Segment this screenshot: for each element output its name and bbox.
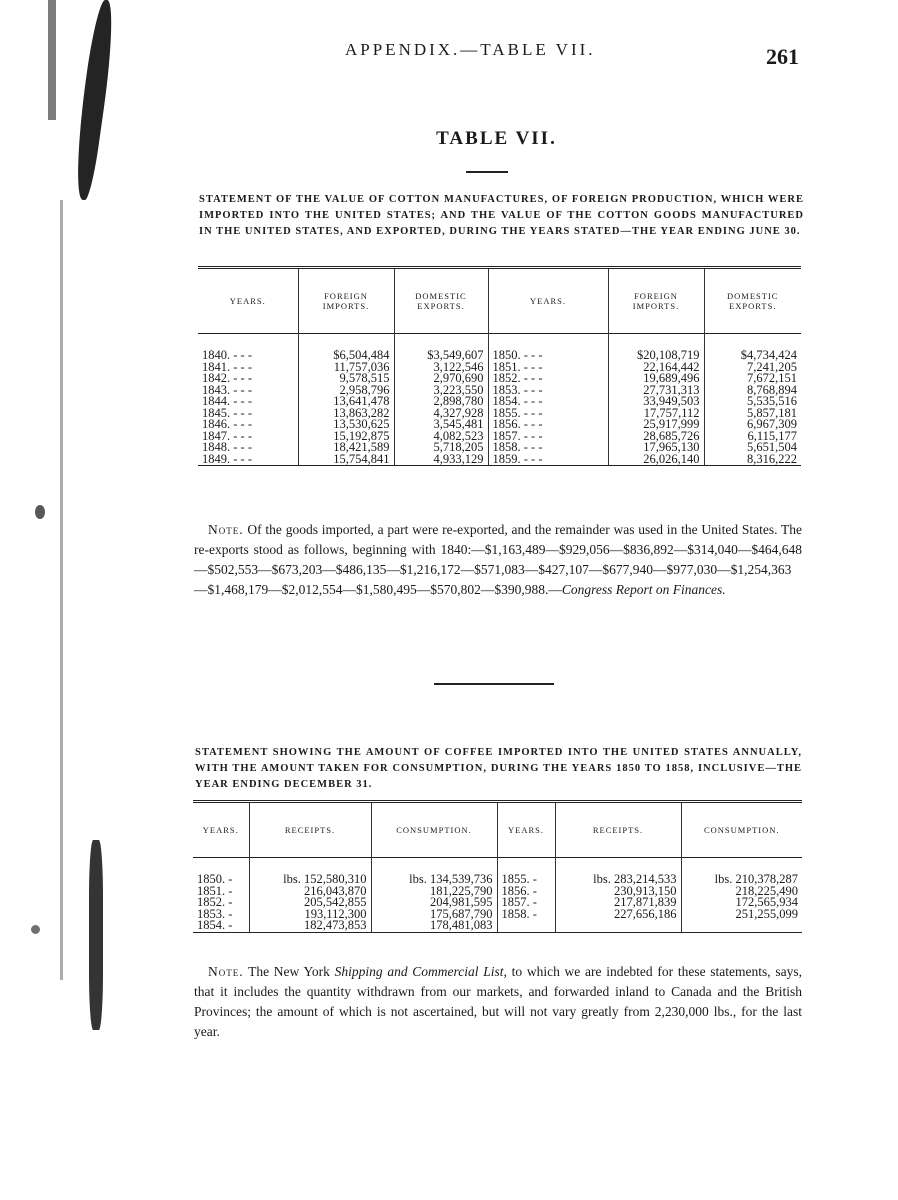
year-cell: 1846. - - - [198, 419, 298, 431]
year-cell: 1858. - [497, 909, 555, 921]
value-cell: 7,672,151 [747, 371, 797, 385]
value-cell: $6,504,484 [298, 350, 394, 362]
value-cell: lbs. 134,539,736 [371, 874, 497, 886]
year-cell: 1850. - - - [488, 350, 608, 362]
year-cell: 1856. - - - [488, 419, 608, 431]
year-cell: 1855. - [497, 874, 555, 886]
note-source: Congress Report on Finances. [561, 582, 726, 597]
section-divider [434, 683, 554, 685]
value-cell: 25,917,999 [608, 419, 704, 431]
value-cell: 11,757,036 [298, 362, 394, 374]
value-cell: 175,687,790 [371, 909, 497, 921]
value-cell: 8,316,222 [747, 451, 797, 466]
value-cell: 33,949,503 [608, 396, 704, 408]
value-cell [555, 920, 681, 932]
value-cell: 13,863,282 [298, 408, 394, 420]
coffee-table-body [193, 858, 802, 933]
coffee-note [194, 962, 802, 1042]
value-cell: 15,192,875 [298, 431, 394, 443]
table-header-row [193, 802, 802, 858]
year-cell: 1851. - [193, 886, 249, 898]
value-cell: $20,108,719 [608, 350, 704, 362]
column-header: YEARS. [488, 268, 608, 334]
value-cell: 172,565,934 [735, 895, 798, 909]
note-italic: Shipping and Commercial List, [334, 964, 507, 979]
table-title: TABLE VII. [436, 128, 557, 149]
value-cell: 251,255,099 [735, 906, 798, 921]
value-cell: 181,225,790 [371, 886, 497, 898]
note-label: Note. [208, 522, 244, 537]
value-cell: 28,685,726 [608, 431, 704, 443]
column-header: RECEIPTS. [249, 802, 371, 858]
cotton-table [198, 266, 801, 466]
year-cell: 1852. - [193, 897, 249, 909]
year-cell: 1853. - - - [488, 385, 608, 397]
table-row [193, 886, 802, 898]
value-cell: 230,913,150 [555, 886, 681, 898]
scan-speck [31, 925, 40, 934]
value-cell: 13,530,625 [298, 419, 394, 431]
value-cell: 4,933,129 [394, 454, 488, 466]
scan-shadow [60, 200, 63, 980]
value-cell: 3,122,546 [394, 362, 488, 374]
value-cell: 17,965,130 [608, 442, 704, 454]
value-cell: 4,082,523 [394, 431, 488, 443]
note-text: Of the goods imported, a part were re-exported, and the remainder was used in the United States. The re-exports stood as follows, beginning with 1840:—$1,163,489—$929,056—$836,892—$314,040—$464,648—$502,553—$673,203—$486,135—$1,216,172—$571,083—$427,107—$677,940—$977,030—$1,254,363—$1,468,179—$2,012,554—$1,580,495—$570,802—$390,988.— [194, 522, 803, 597]
value-cell: 26,026,140 [608, 454, 704, 466]
year-cell: 1843. - - - [198, 385, 298, 397]
column-header: FOREIGN IMPORTS. [298, 268, 394, 334]
value-cell: 6,967,309 [747, 417, 797, 431]
value-cell: 2,970,690 [394, 373, 488, 385]
value-cell: 27,731,313 [608, 385, 704, 397]
value-cell: 17,757,112 [608, 408, 704, 420]
table-header-row [198, 268, 801, 334]
year-cell: 1849. - - - [198, 454, 298, 466]
value-cell: 3,223,550 [394, 385, 488, 397]
year-cell: 1841. - - - [198, 362, 298, 374]
year-cell: 1842. - - - [198, 373, 298, 385]
note-label: Note. [208, 964, 244, 979]
year-cell: 1850. - [193, 874, 249, 886]
value-cell: 22,164,442 [608, 362, 704, 374]
value-cell: 216,043,870 [249, 886, 371, 898]
value-cell: 3,545,481 [394, 419, 488, 431]
value-cell: 7,241,205 [747, 359, 797, 374]
year-cell: 1852. - - - [488, 373, 608, 385]
page-number: 261 [766, 44, 799, 69]
value-cell: 19,689,496 [608, 373, 704, 385]
year-cell: 1854. - [193, 920, 249, 932]
value-cell: 15,754,841 [298, 454, 394, 466]
column-header: YEARS. [193, 802, 249, 858]
title-rule [466, 171, 508, 173]
cotton-table-heading: STATEMENT OF THE VALUE OF COTTON MANUFACTURES, OF FOREIGN PRODUCTION, WHICH WERE IMPORTED INTO THE UNITED STATES; AND THE VALUE OF THE COTTON GOODS MANUFACTURED IN THE UNITED STATES, AND EXPORTED, DURING THE YEARS STATED—THE YEAR ENDING JUNE 30. [199, 194, 804, 237]
table-row [193, 909, 802, 921]
value-cell: 18,421,589 [298, 442, 394, 454]
year-cell: 1857. - [497, 897, 555, 909]
year-cell: 1858. - - - [488, 442, 608, 454]
scan-shadow [48, 0, 56, 120]
column-header: RECEIPTS. [555, 802, 681, 858]
table-row [193, 920, 802, 932]
year-cell: 1856. - [497, 886, 555, 898]
value-cell: 218,225,490 [735, 883, 798, 898]
value-cell: 2,898,780 [394, 396, 488, 408]
value-cell: 8,768,894 [747, 382, 797, 397]
value-cell: 4,327,928 [394, 408, 488, 420]
coffee-table [193, 800, 802, 933]
value-cell: 193,112,300 [249, 909, 371, 921]
year-cell: 1847. - - - [198, 431, 298, 443]
column-header: FOREIGN IMPORTS. [608, 268, 704, 334]
scan-shadow [69, 0, 119, 200]
table-row [193, 874, 802, 886]
value-cell: 13,641,478 [298, 396, 394, 408]
column-header: CONSUMPTION. [703, 825, 780, 835]
year-cell [497, 920, 555, 932]
column-header: DOMESTIC EXPORTS. [394, 268, 488, 334]
value-cell: 182,473,853 [249, 920, 371, 932]
column-header: YEARS. [497, 802, 555, 858]
column-header: CONSUMPTION. [371, 802, 497, 858]
year-cell: 1859. - - - [488, 454, 608, 466]
cotton-table-body [198, 334, 801, 466]
value-cell: 217,871,839 [555, 897, 681, 909]
table-row [198, 454, 801, 466]
year-cell: 1857. - - - [488, 431, 608, 443]
table-row [193, 897, 802, 909]
value-cell [681, 920, 802, 932]
value-cell: 5,718,205 [394, 442, 488, 454]
value-cell: 5,651,504 [747, 440, 797, 454]
value-cell: 205,542,855 [249, 897, 371, 909]
value-cell: 2,958,796 [298, 385, 394, 397]
running-header: APPENDIX.—TABLE VII. [345, 40, 596, 59]
note-text: to which we are indebted for these statements, says, that it includes the quantity withdrawn from our markets, and forwarded inland to Canada and the British Provinces; the amount of which is not ascertained, but will not vary greatly from 2,230,000 lbs., for the last year. [194, 964, 802, 1039]
value-cell: lbs. 210,378,287 [714, 872, 798, 886]
value-cell: 178,481,083 [371, 920, 497, 932]
scan-speck [35, 505, 45, 519]
year-cell: 1848. - - - [198, 442, 298, 454]
year-cell: 1853. - [193, 909, 249, 921]
cotton-note [194, 520, 802, 600]
year-cell: 1854. - - - [488, 396, 608, 408]
column-header: DOMESTIC EXPORTS. [727, 291, 779, 311]
year-cell: 1845. - - - [198, 408, 298, 420]
year-cell: 1844. - - - [198, 396, 298, 408]
value-cell: 5,535,516 [747, 394, 797, 408]
value-cell: 227,656,186 [555, 909, 681, 921]
value-cell: lbs. 283,214,533 [555, 874, 681, 886]
coffee-table-heading: STATEMENT SHOWING THE AMOUNT OF COFFEE IMPORTED INTO THE UNITED STATES ANNUALLY, WITH THE AMOUNT TAKEN FOR CONSUMPTION, DURING THE YEARS 1850 TO 1858, INCLUSIVE—THE YEAR ENDING DECEMBER 31. [195, 747, 802, 790]
value-cell: 5,857,181 [747, 405, 797, 420]
column-header: YEARS. [198, 268, 298, 334]
scan-shadow [89, 840, 103, 1030]
year-cell: 1855. - - - [488, 408, 608, 420]
value-cell: 204,981,595 [371, 897, 497, 909]
value-cell: 6,115,177 [747, 428, 797, 443]
value-cell: 9,578,515 [298, 373, 394, 385]
value-cell: lbs. 152,580,310 [249, 874, 371, 886]
note-text: The New York [248, 964, 335, 979]
value-cell: $3,549,607 [394, 350, 488, 362]
value-cell: $4,734,424 [740, 348, 797, 362]
year-cell: 1851. - - - [488, 362, 608, 374]
year-cell: 1840. - - - [198, 350, 298, 362]
